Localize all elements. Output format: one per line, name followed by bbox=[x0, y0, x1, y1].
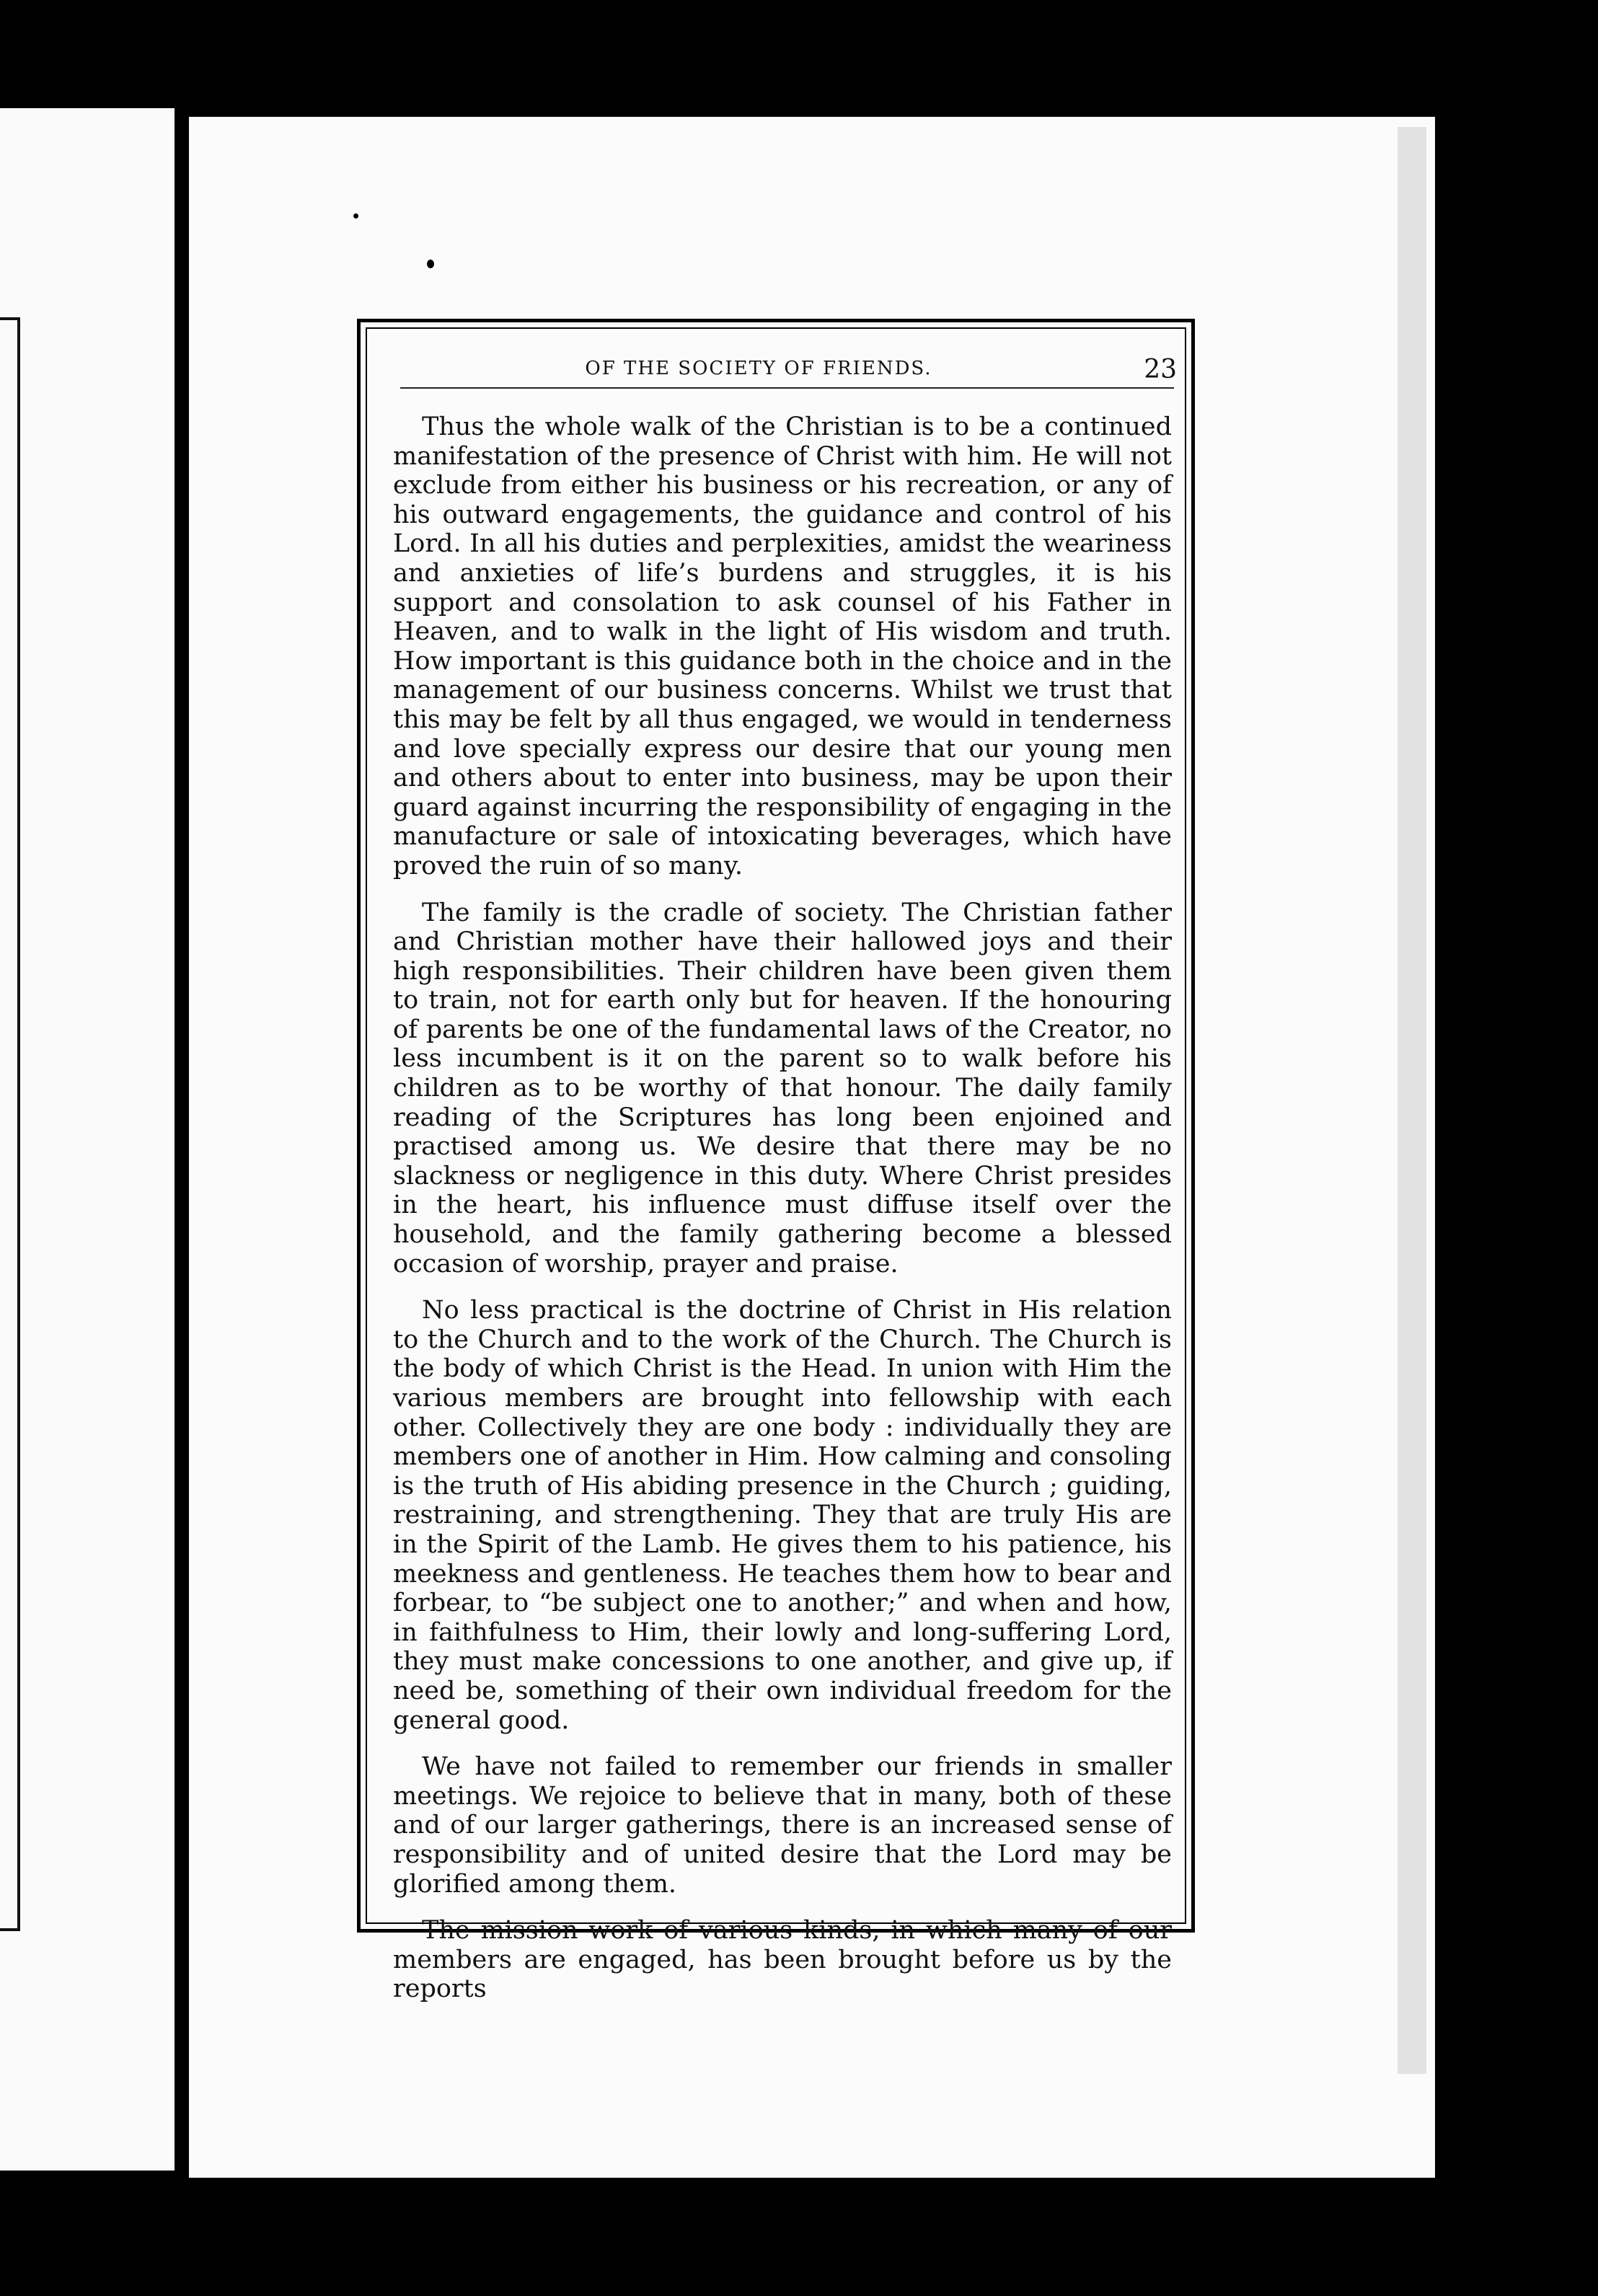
paragraph-family: The family is the cradle of society. The Christian father and Christian mother have their hallowed joys and their high responsibilities. Their children have been given them to train, not for earth only but for heaven. If the honouring of parents be one of the fundamental laws of the Creator, no less incumbent is it on the parent so to walk before his children as to be worthy of that honour. The daily family reading of the Scriptures has long been enjoined and practised among us. We desire that there may be no slackness or negligence in this duty. Where Christ presides in the heart, his influence must diffuse itself over the household, and the family gathering become a blessed occasion of worship, prayer and praise. bbox=[393, 898, 1172, 1279]
header-rule bbox=[400, 387, 1174, 389]
body-text bbox=[393, 412, 1172, 2004]
facing-page bbox=[0, 108, 175, 2171]
page-edge bbox=[1398, 127, 1426, 2074]
page-number: 23 bbox=[1144, 355, 1177, 384]
paragraph-church: No less practical is the doctrine of Christ in His relation to the Church and to the work of the Church. The Church is the body of which Christ is the Head. In union with Him the various members are brought into fellowship with each other. Collectively they are one body : individually they are members one of another in Him. How calming and consoling is the truth of His abiding presence in the Church ; guiding, restraining, and strengthening. They that are truly His are in the Spirit of the Lamb. He gives them to his patience, his meekness and gentleness. He teaches them how to bear and forbear, to “be subject one to another;” and when and how, in faithfulness to Him, their lowly and long-suffering Lord, they must make concessions to one another, and give up, if need be, something of their own individual freedom for the general good. bbox=[393, 1296, 1172, 1735]
running-head bbox=[384, 355, 1177, 387]
paragraph-smaller-meetings: We have not failed to remember our friends in smaller meetings. We rejoice to believe that in many, both of these and of our larger gatherings, there is an increased sense of responsibility and of united desire that the Lord may be glorified among them. bbox=[393, 1752, 1172, 1899]
ink-speck bbox=[427, 260, 434, 268]
facing-page-border bbox=[0, 317, 20, 1931]
paragraph-mission-work: The mission work of various kinds, in which many of our members are engaged, has been brought before us by the reports bbox=[393, 1916, 1172, 2004]
paragraph-christian-walk: Thus the whole walk of the Christian is to be a continued manifestation of the presence of Christ with him. He will not exclude from either his business or his recreation, or any of his outward engagements, the guidance and control of his Lord. In all his duties and perplexities, amidst the weariness and anxieties of life’s burdens and struggles, it is his support and consolation to ask counsel of his Father in Heaven, and to walk in the light of His wisdom and truth. How important is this guidance both in the choice and in the management of our business concerns. Whilst we trust that this may be felt by all thus engaged, we would in tenderness and love specially express our desire that our young men and others about to enter into business, may be upon their guard against incurring the responsibility of engaging in the manufacture or sale of intoxicating beverages, which have proved the ruin of so many. bbox=[393, 412, 1172, 880]
running-title: OF THE SOCIETY OF FRIENDS. bbox=[585, 358, 932, 379]
ink-speck bbox=[353, 213, 358, 218]
